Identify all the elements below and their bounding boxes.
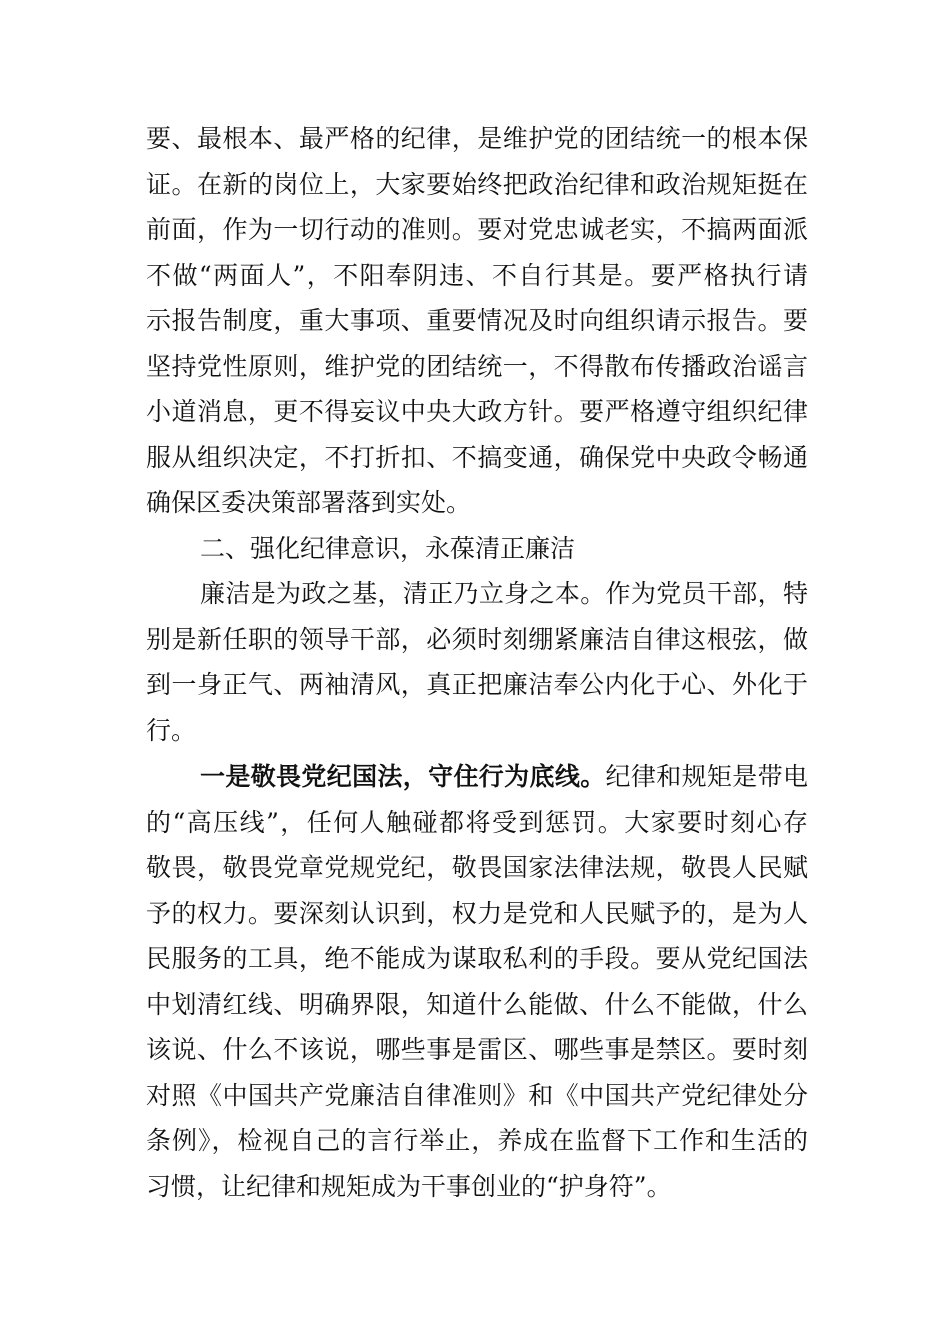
text-line: 该说、什么不该说，哪些事是雷区、哪些事是禁区。要时刻 bbox=[146, 1035, 808, 1064]
text-line: 中划清红线、明确界限，知道什么能做、什么不能做，什么 bbox=[146, 989, 808, 1019]
document-body bbox=[146, 116, 808, 1209]
text-line: 条例》，检视自己的言行举止，养成在监督下工作和生活的 bbox=[146, 1126, 808, 1155]
text-line: 民服务的工具，绝不能成为谋取私利的手段。要从党纪国法 bbox=[146, 944, 808, 973]
text-line: 不做“两面人”，不阳奉阴违、不自行其是。要严格执行请 bbox=[146, 260, 808, 290]
text-line: 敬畏，敬畏党章党规党纪，敬畏国家法律法规，敬畏人民赋 bbox=[146, 853, 808, 882]
text-line: 服从组织决定，不打折扣、不搞变通，确保党中央政令畅通 bbox=[146, 442, 808, 472]
text-line: 对照《中国共产党廉洁自律准则》和《中国共产党纪律处分 bbox=[146, 1080, 808, 1110]
text-line: 要、最根本、最严格的纪律，是维护党的团结统一的根本保 bbox=[146, 124, 808, 153]
text-line: 的“高压线”，任何人触碰都将受到惩罚。大家要时刻心存 bbox=[146, 807, 808, 837]
text-line: 予的权力。要深刻认识到，权力是党和人民赋予的，是为人 bbox=[146, 898, 808, 928]
paragraph-integrity-intro bbox=[146, 571, 808, 753]
section-heading: 二、强化纪律意识，永葆清正廉洁 bbox=[200, 533, 576, 563]
text-line bbox=[146, 754, 808, 800]
text-line: 别是新任职的领导干部，必须时刻绷紧廉洁自律这根弦，做 bbox=[146, 624, 808, 654]
text-line: 小道消息，更不得妄议中央大政方针。要严格遵守组织纪律 bbox=[146, 397, 808, 426]
text-line-rest: 纪律和规矩是带电 bbox=[605, 762, 808, 791]
text-line: 示报告制度，重大事项、重要情况及时向组织请示报告。要 bbox=[146, 306, 808, 335]
text-line: 廉洁是为政之基，清正乃立身之本。作为党员干部，特 bbox=[200, 579, 808, 608]
text-line: 确保区委决策部署落到实处。 bbox=[146, 488, 472, 517]
text-line: 行。 bbox=[146, 715, 197, 745]
text-line: 习惯，让纪律和规矩成为干事创业的“护身符”。 bbox=[146, 1171, 672, 1201]
paragraph-discipline-continued bbox=[146, 116, 808, 526]
text-line: 到一身正气、两袖清风，真正把廉洁奉公内化于心、外化于 bbox=[146, 670, 808, 699]
bold-lead-phrase: 一是敬畏党纪国法，守住行为底线。 bbox=[200, 762, 606, 791]
text-line: 证。在新的岗位上，大家要始终把政治纪律和政治规矩挺在 bbox=[146, 169, 808, 199]
text-line: 坚持党性原则，维护党的团结统一，不得散布传播政治谣言 bbox=[146, 351, 808, 381]
paragraph-respect-law bbox=[146, 754, 808, 1209]
text-line: 前面，作为一切行动的准则。要对党忠诚老实，不搞两面派 bbox=[146, 215, 808, 244]
